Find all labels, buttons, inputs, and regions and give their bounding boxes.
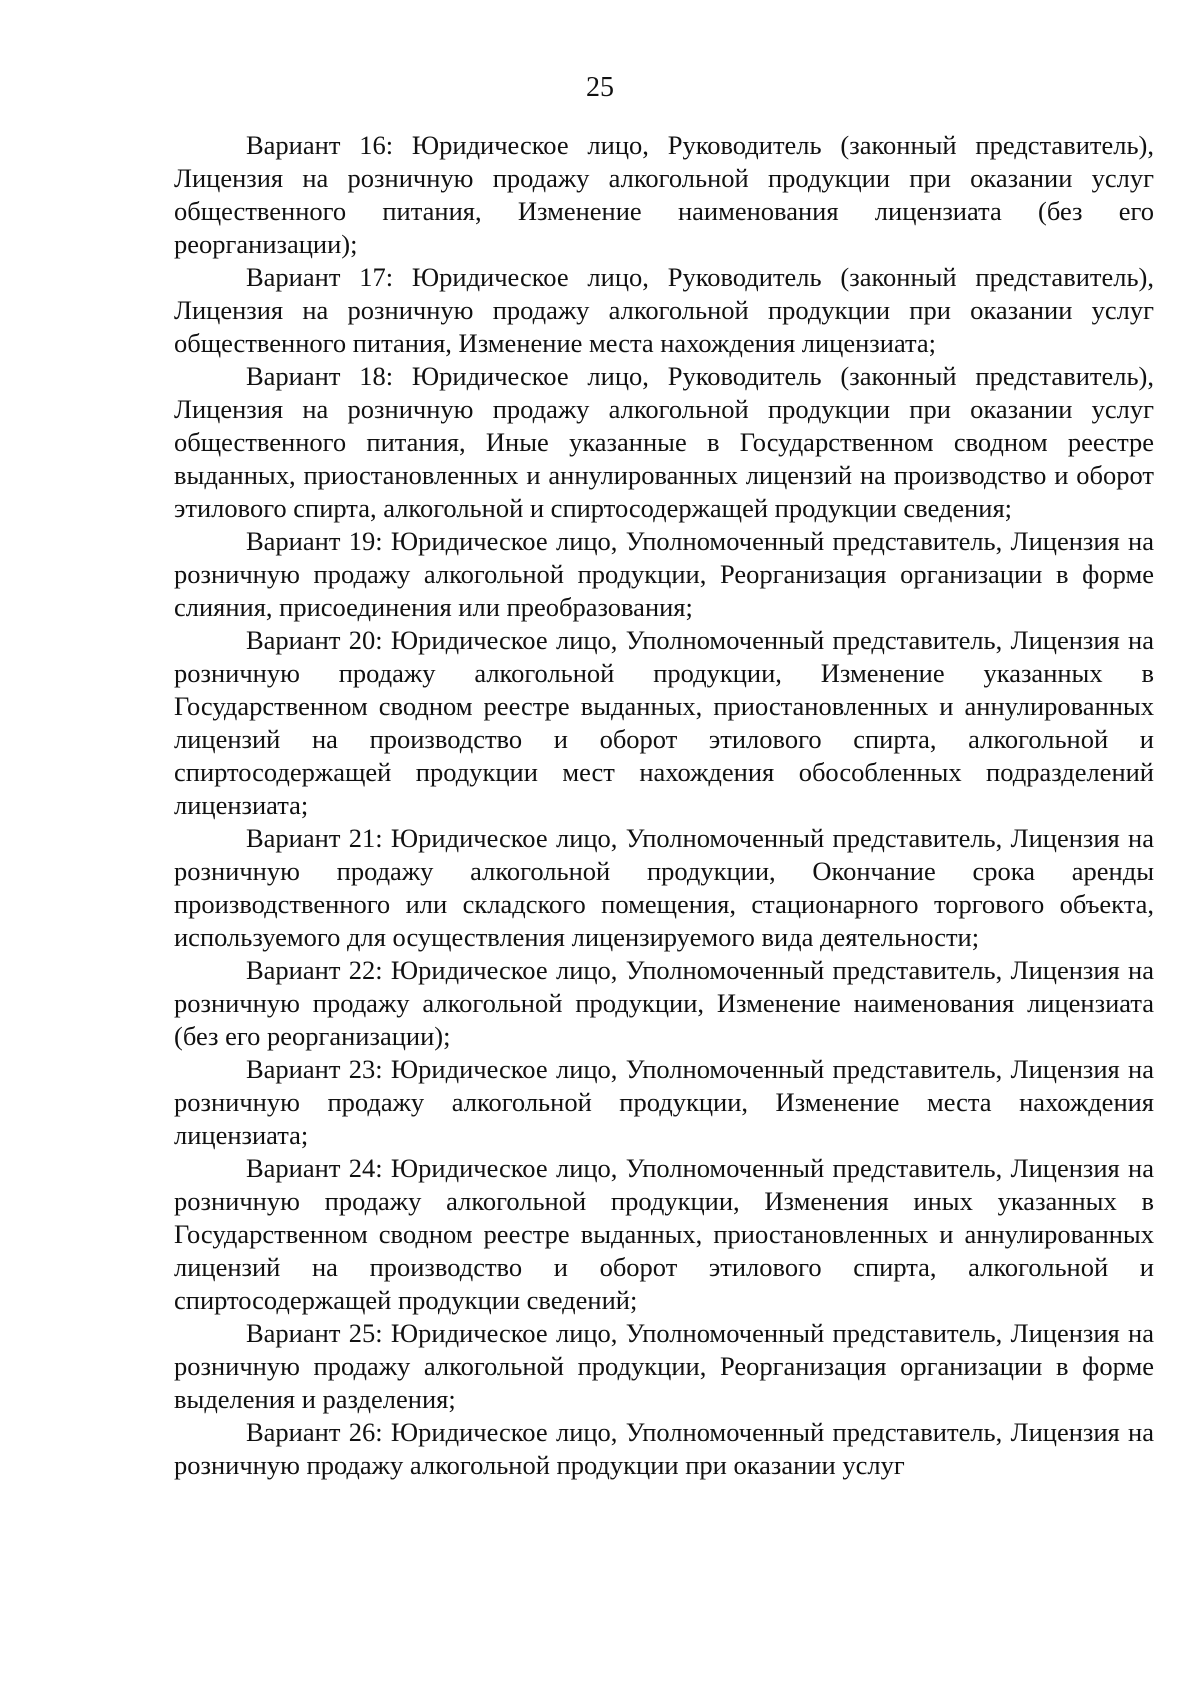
variant-19-paragraph: Вариант 19: Юридическое лицо, Уполномоченный представитель, Лицензия на розничную продажу алкогольной продукции, Реорганизация организации в форме слияния, присоединения или преобразования; — [174, 526, 1154, 622]
variant-24-paragraph: Вариант 24: Юридическое лицо, Уполномоченный представитель, Лицензия на розничную продажу алкогольной продукции, Изменения иных указанных в Государственном сводном реестре выданных, приостановленных и аннулированных лицензий на производство и оборот этилового спирта, алкогольной и спиртосодержащей продукции сведений; — [174, 1153, 1154, 1315]
variant-26-paragraph: Вариант 26: Юридическое лицо, Уполномоченный представитель, Лицензия на розничную продажу алкогольной продукции при оказании услуг — [174, 1417, 1154, 1480]
page-number: 25 — [586, 72, 614, 103]
variant-21-paragraph: Вариант 21: Юридическое лицо, Уполномоченный представитель, Лицензия на розничную продажу алкогольной продукции, Окончание срока аренды производственного или складского помещения, стационарного торгового объекта, используемого для осуществления лицензируемого вида деятельности; — [174, 823, 1154, 952]
variant-22-paragraph: Вариант 22: Юридическое лицо, Уполномоченный представитель, Лицензия на розничную продажу алкогольной продукции, Изменение наименования лицензиата (без его реорганизации); — [174, 955, 1154, 1051]
variant-25-paragraph: Вариант 25: Юридическое лицо, Уполномоченный представитель, Лицензия на розничную продажу алкогольной продукции, Реорганизация организации в форме выделения и разделения; — [174, 1318, 1154, 1414]
variant-17-paragraph: Вариант 17: Юридическое лицо, Руководитель (законный представитель), Лицензия на розничную продажу алкогольной продукции при оказании услуг общественного питания, Изменение места нахождения лицензиата; — [174, 262, 1154, 358]
variant-16-paragraph: Вариант 16: Юридическое лицо, Руководитель (законный представитель), Лицензия на розничную продажу алкогольной продукции при оказании услуг общественного питания, Изменение наименования лицензиата (без его реорганизации); — [174, 130, 1154, 259]
variant-23-paragraph: Вариант 23: Юридическое лицо, Уполномоченный представитель, Лицензия на розничную продажу алкогольной продукции, Изменение места нахождения лицензиата; — [174, 1054, 1154, 1150]
page-body — [174, 129, 1154, 1482]
variant-20-paragraph: Вариант 20: Юридическое лицо, Уполномоченный представитель, Лицензия на розничную продажу алкогольной продукции, Изменение указанных в Государственном сводном реестре выданных, приостановленных и аннулированных лицензий на производство и оборот этилового спирта, алкогольной и спиртосодержащей продукции мест нахождения обособленных подразделений лицензиата; — [174, 625, 1154, 820]
variant-18-paragraph: Вариант 18: Юридическое лицо, Руководитель (законный представитель), Лицензия на розничную продажу алкогольной продукции при оказании услуг общественного питания, Иные указанные в Государственном сводном реестре выданных, приостановленных и аннулированных лицензий на производство и оборот этилового спирта, алкогольной и спиртосодержащей продукции сведения; — [174, 361, 1154, 523]
